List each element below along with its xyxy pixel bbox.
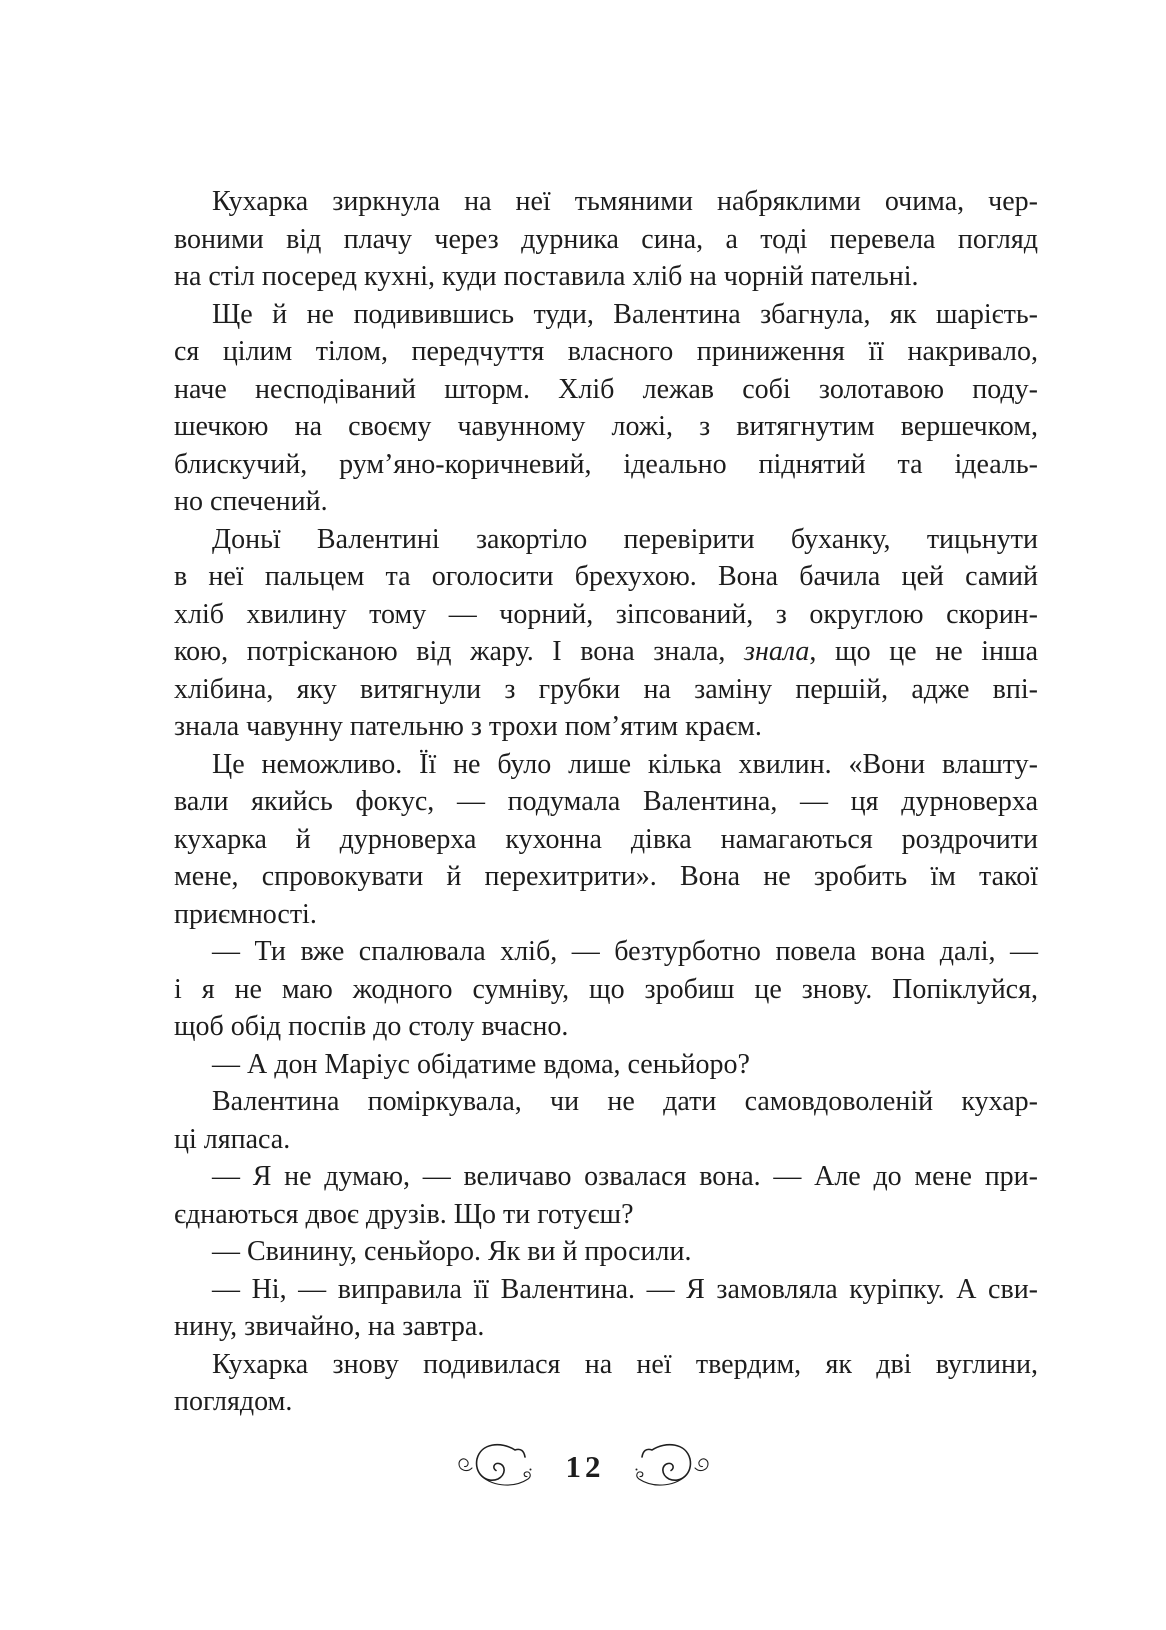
text-line: [174, 1383, 1038, 1421]
text-line: [174, 446, 1038, 484]
paragraph: [174, 1233, 1038, 1271]
text-segment: і я не маю жодного сумніву, що зробиш це знову. Попіклуйся,: [174, 973, 1038, 1005]
text-line: [174, 1308, 1038, 1346]
text-line: [174, 746, 1038, 784]
text-line: [174, 933, 1038, 971]
text-line: [174, 858, 1038, 896]
text-segment: воними від плачу через дурника сина, а тоді перевела погляд: [174, 223, 1038, 255]
text-segment: — Ти вже спалювала хліб, — безтурботно повела вона далі, —: [212, 936, 1038, 967]
text-segment: , що це не інша: [809, 636, 1038, 667]
paragraph: [174, 1346, 1038, 1421]
text-segment: поглядом.: [174, 1386, 293, 1417]
text-line: [174, 408, 1038, 446]
text-line: [174, 1346, 1038, 1384]
text-line: [174, 596, 1038, 634]
text-line: [174, 371, 1038, 409]
text-line: [174, 1083, 1038, 1121]
text-line: [174, 558, 1038, 596]
text-line: [174, 296, 1038, 334]
text-segment: хліб хвилину тому — чорний, зіпсований, з округлою скорин-: [174, 598, 1038, 630]
text-line: [174, 521, 1038, 559]
text-line: [174, 1233, 1038, 1271]
text-segment: Доньї Валентині закортіло перевірити буханку, тицьнути: [212, 523, 1038, 555]
text-line: [174, 1008, 1038, 1046]
text-line: [174, 1046, 1038, 1084]
page-number: 12: [565, 1449, 605, 1484]
text-segment: мене, спровокувати й перехитрити». Вона не зробить їм такої: [174, 861, 1038, 892]
text-segment: блискучий, рум’яно-коричневий, ідеально піднятий та ідеаль-: [174, 448, 1038, 480]
text-line: [174, 821, 1038, 859]
text-segment: в неї пальцем та оголосити брехухою. Вона бачила цей самий: [174, 561, 1038, 592]
text-line: [174, 1121, 1038, 1159]
text-segment: наче несподіваний шторм. Хліб лежав собі золотавою поду-: [174, 373, 1038, 405]
paragraph: [174, 296, 1038, 521]
text-segment: на стіл посеред кухні, куди поставила хліб на чорній пательні.: [174, 261, 919, 292]
text-line: [174, 1158, 1038, 1196]
text-segment: Кухарка знову подивилася на неї твердим, як дві вуглини,: [212, 1348, 1038, 1380]
text-segment: хлібина, яку витягнули з грубки на заміну першій, адже впі-: [174, 673, 1038, 705]
text-segment: Це неможливо. Її не було лише кілька хвилин. «Вони влашту-: [212, 748, 1038, 780]
text-segment: — А дон Маріус обідатиме вдома, сеньйоро?: [212, 1048, 750, 1080]
text-segment: приємності.: [174, 898, 317, 930]
text-line: [174, 708, 1038, 746]
text-segment: шечкою на своєму чавунному ложі, з витягнутим вершечком,: [174, 411, 1038, 442]
text-segment: — Я не думаю, — величаво озвалася вона. — Але до мене при-: [212, 1161, 1038, 1192]
text-line: [174, 221, 1038, 259]
text-line: [174, 183, 1038, 221]
text-segment: Кухарка зиркнула на неї тьмяними набряклими очима, чер-: [212, 186, 1038, 217]
flourish-left-icon: [454, 1442, 536, 1492]
flourish-right-icon: [631, 1442, 713, 1492]
text-line: [174, 783, 1038, 821]
paragraph: [174, 933, 1038, 1046]
text-segment: Валентина поміркувала, чи не дати самовдоволеній кухар-: [212, 1086, 1038, 1117]
paragraph: [174, 183, 1038, 296]
text-line: [174, 971, 1038, 1009]
text-line: [174, 671, 1038, 709]
page-text: [174, 183, 1038, 1421]
text-segment: єднаються двоє друзів. Що ти готуєш?: [174, 1198, 634, 1230]
text-line: [174, 633, 1038, 671]
paragraph: [174, 1046, 1038, 1084]
paragraph: [174, 1158, 1038, 1233]
paragraph: [174, 746, 1038, 934]
text-line: [174, 896, 1038, 934]
text-segment: нину, звичайно, на завтра.: [174, 1311, 485, 1342]
text-line: [174, 333, 1038, 371]
text-segment: — Свинину, сеньйоро. Як ви й просили.: [212, 1236, 692, 1267]
paragraph: [174, 1271, 1038, 1346]
paragraph: [174, 1083, 1038, 1158]
paragraph: [174, 521, 1038, 746]
text-segment: ся цілим тілом, передчуття власного приниження її накривало,: [174, 336, 1038, 367]
text-segment: вали якийсь фокус, — подумала Валентина, — ця дурноверха: [174, 786, 1038, 817]
text-line: [174, 1196, 1038, 1234]
text-segment: — Ні, — виправила її Валентина. — Я замовляла куріпку. А сви-: [212, 1273, 1038, 1305]
text-line: [174, 483, 1038, 521]
italic-text-segment: знала: [744, 636, 810, 667]
text-segment: знала чавунну пательню з трохи пом’ятим краєм.: [174, 711, 762, 742]
text-segment: щоб обід поспів до столу вчасно.: [174, 1011, 569, 1042]
text-line: [174, 1271, 1038, 1309]
text-segment: Ще й не подивившись туди, Валентина збагнула, як шарієть-: [212, 298, 1038, 330]
text-line: [174, 258, 1038, 296]
text-segment: но спечений.: [174, 486, 328, 517]
text-segment: кою, потрісканою від жару. І вона знала,: [174, 636, 745, 667]
text-segment: ці ляпаса.: [174, 1123, 291, 1155]
page-footer: [0, 1442, 1166, 1492]
text-segment: кухарка й дурноверха кухонна дівка намагаються роздрочити: [174, 823, 1038, 855]
